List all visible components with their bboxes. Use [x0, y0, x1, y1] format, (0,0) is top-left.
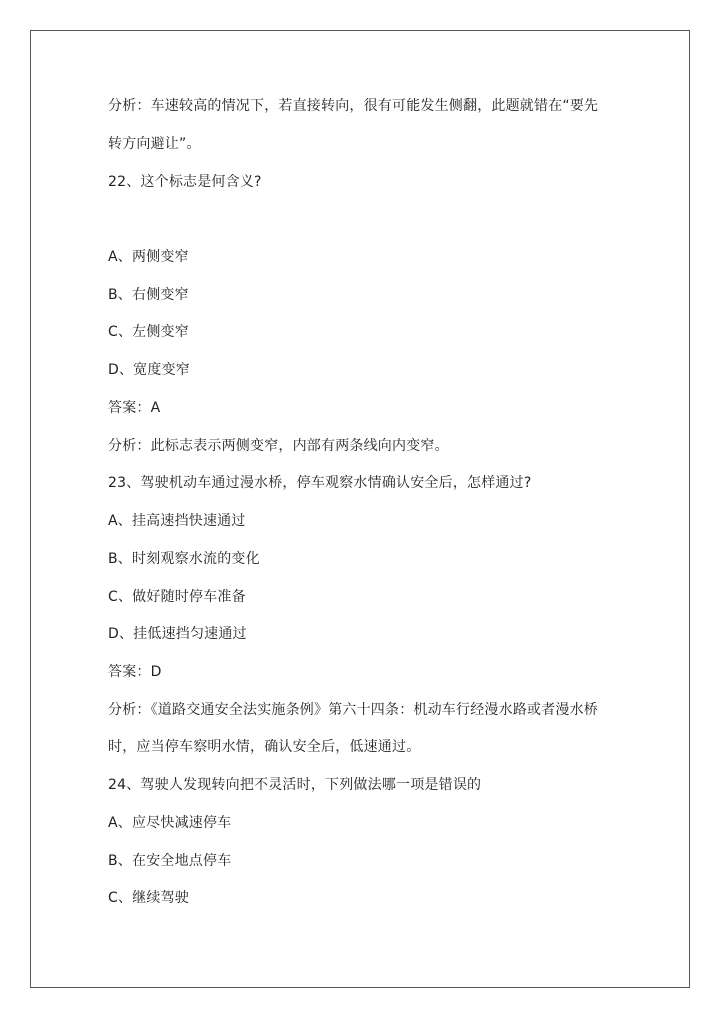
q23-option-d: D、挂低速挡匀速通过 [108, 626, 247, 642]
q22-option-a: A、两侧变窄 [108, 249, 189, 265]
q24-option-c: C、继续驾驶 [108, 890, 189, 906]
q22-question: 22、这个标志是何含义? [108, 174, 262, 190]
q23-analysis-line-1: 分析：《道路交通安全法实施条例》第六十四条：机动车行经漫水路或者漫水桥 [108, 702, 598, 718]
q23-option-b: B、时刻观察水流的变化 [108, 551, 260, 567]
q23-question: 23、驾驶机动车通过漫水桥，停车观察水情确认安全后，怎样通过? [108, 475, 532, 491]
q22-option-d: D、宽度变窄 [108, 362, 190, 378]
q22-analysis: 分析：此标志表示两侧变窄，内部有两条线向内变窄。 [108, 438, 449, 454]
q23-analysis-line-2: 时，应当停车察明水情，确认安全后，低速通过。 [108, 739, 421, 755]
q21-analysis-line-1: 分析：车速较高的情况下，若直接转向，很有可能发生侧翻，此题就错在“要先 [108, 98, 599, 114]
q24-option-b: B、在安全地点停车 [108, 853, 232, 869]
q24-option-a: A、应尽快减速停车 [108, 815, 232, 831]
q22-option-b: B、右侧变窄 [108, 287, 189, 303]
q22-option-c: C、左侧变窄 [108, 324, 189, 340]
q23-answer: 答案：D [108, 664, 162, 680]
q23-option-a: A、挂高速挡快速通过 [108, 513, 246, 529]
q24-question: 24、驾驶人发现转向把不灵活时，下列做法哪一项是错误的 [108, 777, 482, 793]
q23-option-c: C、做好随时停车准备 [108, 589, 246, 605]
q22-answer: 答案：A [108, 400, 161, 416]
q21-analysis-line-2: 转方向避让”。 [108, 136, 201, 152]
